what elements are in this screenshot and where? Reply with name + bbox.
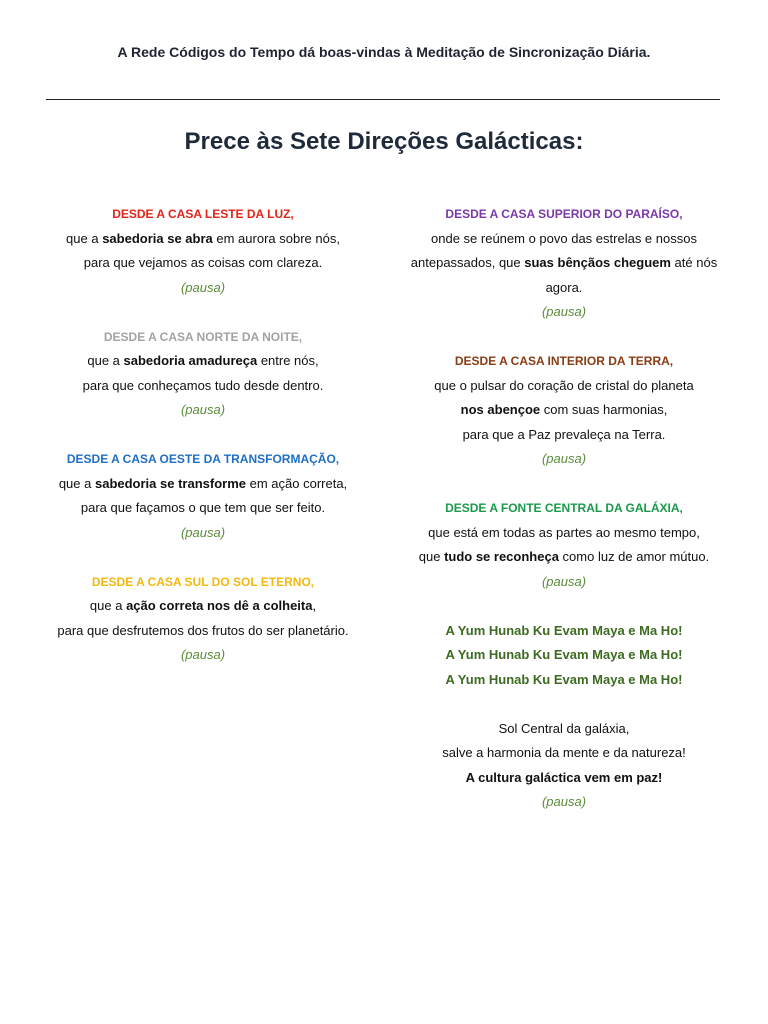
mantra-line: A Yum Hunab Ku Evam Maya e Ma Ho! xyxy=(445,622,683,638)
emphasis: sabedoria se abra xyxy=(102,230,213,246)
pause-label: (pausa) xyxy=(180,402,226,417)
text: que a xyxy=(66,230,103,246)
pause-label: (pausa) xyxy=(541,573,587,589)
pause-label: (pausa) xyxy=(541,304,587,319)
north-line-1 xyxy=(38,349,368,374)
west-line-2: para que façamos o que tem que ser feito. xyxy=(80,500,326,515)
emphasis: A cultura galáctica vem em paz! xyxy=(465,769,663,785)
text: antepassados, que xyxy=(410,255,525,270)
emphasis: nos abençoe xyxy=(460,402,541,417)
mantra-stanza xyxy=(398,619,730,693)
pause-label: (pausa) xyxy=(541,794,587,809)
up-line-2 xyxy=(398,251,730,276)
south-line-2: para que desfrutemos dos frutos do ser planetário. xyxy=(57,622,349,638)
center-stanza xyxy=(398,496,730,594)
emphasis: sabedoria amadureça xyxy=(123,353,258,368)
east-line-1 xyxy=(38,227,368,252)
text: entre nós, xyxy=(257,353,319,368)
text: que a xyxy=(87,353,124,368)
text: com suas harmonias, xyxy=(540,402,668,417)
center-heading: DESDE A FONTE CENTRAL DA GALÁXIA, xyxy=(445,501,683,515)
emphasis: tudo se reconheça xyxy=(444,549,559,564)
header-divider xyxy=(46,99,720,100)
text: que a xyxy=(89,598,127,613)
north-line-2: para que conheçamos tudo desde dentro. xyxy=(82,377,324,393)
east-stanza xyxy=(38,202,368,300)
emphasis: ação correta nos dê a colheita xyxy=(126,598,313,613)
text: até nós xyxy=(670,255,718,270)
down-line-3: para que a Paz prevaleça na Terra. xyxy=(462,426,666,442)
emphasis: suas bênçãos cheguem xyxy=(524,255,671,270)
text: em aurora sobre nós, xyxy=(212,230,340,246)
text: que xyxy=(418,549,445,564)
emphasis: sabedoria se transforme xyxy=(94,475,246,491)
mantra-line: A Yum Hunab Ku Evam Maya e Ma Ho! xyxy=(445,671,683,687)
text: em ação correta, xyxy=(246,475,348,491)
pause-label: (pausa) xyxy=(180,647,226,662)
south-line-1 xyxy=(38,594,368,619)
west-stanza xyxy=(38,447,368,545)
pause-label: (pausa) xyxy=(180,524,226,540)
south-stanza xyxy=(38,570,368,668)
north-heading: DESDE A CASA NORTE DA NOITE, xyxy=(103,329,303,344)
closing-line-1: Sol Central da galáxia, xyxy=(498,720,630,736)
down-line-1: que o pulsar do coração de cristal do planeta xyxy=(434,377,694,393)
left-column xyxy=(38,202,368,692)
west-heading: DESDE A CASA OESTE DA TRANSFORMAÇÃO, xyxy=(66,452,340,466)
text: como luz de amor mútuo. xyxy=(558,549,710,564)
center-line-1: que está em todas as partes ao mesmo tempo, xyxy=(428,524,700,540)
closing-line-3 xyxy=(398,766,730,791)
mantra-line: A Yum Hunab Ku Evam Maya e Ma Ho! xyxy=(445,647,683,662)
closing-line-2: salve a harmonia da mente e da natureza! xyxy=(442,745,686,760)
west-line-1 xyxy=(38,472,368,497)
south-heading: DESDE A CASA SUL DO SOL ETERNO, xyxy=(91,574,315,589)
up-line-3: agora. xyxy=(545,279,583,295)
pause-label: (pausa) xyxy=(541,451,587,466)
pause-label: (pausa) xyxy=(180,279,226,295)
page-header: A Rede Códigos do Tempo dá boas-vindas à Meditação de Sincronização Diária. xyxy=(117,44,651,60)
text: , xyxy=(312,598,317,613)
east-heading: DESDE A CASA LESTE DA LUZ, xyxy=(112,207,294,221)
right-column xyxy=(398,202,730,839)
page-title: Prece às Sete Direções Galácticas: xyxy=(184,128,584,155)
up-heading: DESDE A CASA SUPERIOR DO PARAÍSO, xyxy=(445,207,683,221)
down-stanza xyxy=(398,349,730,472)
up-stanza xyxy=(398,202,730,325)
closing-stanza xyxy=(398,717,730,815)
east-line-2: para que vejamos as coisas com clareza. xyxy=(83,255,323,270)
up-line-1: onde se reúnem o povo das estrelas e nossos xyxy=(431,230,697,246)
down-heading: DESDE A CASA INTERIOR DA TERRA, xyxy=(454,354,674,368)
down-line-2 xyxy=(398,398,730,423)
north-stanza xyxy=(38,325,368,423)
text: que a xyxy=(58,475,95,491)
center-line-2 xyxy=(398,545,730,570)
